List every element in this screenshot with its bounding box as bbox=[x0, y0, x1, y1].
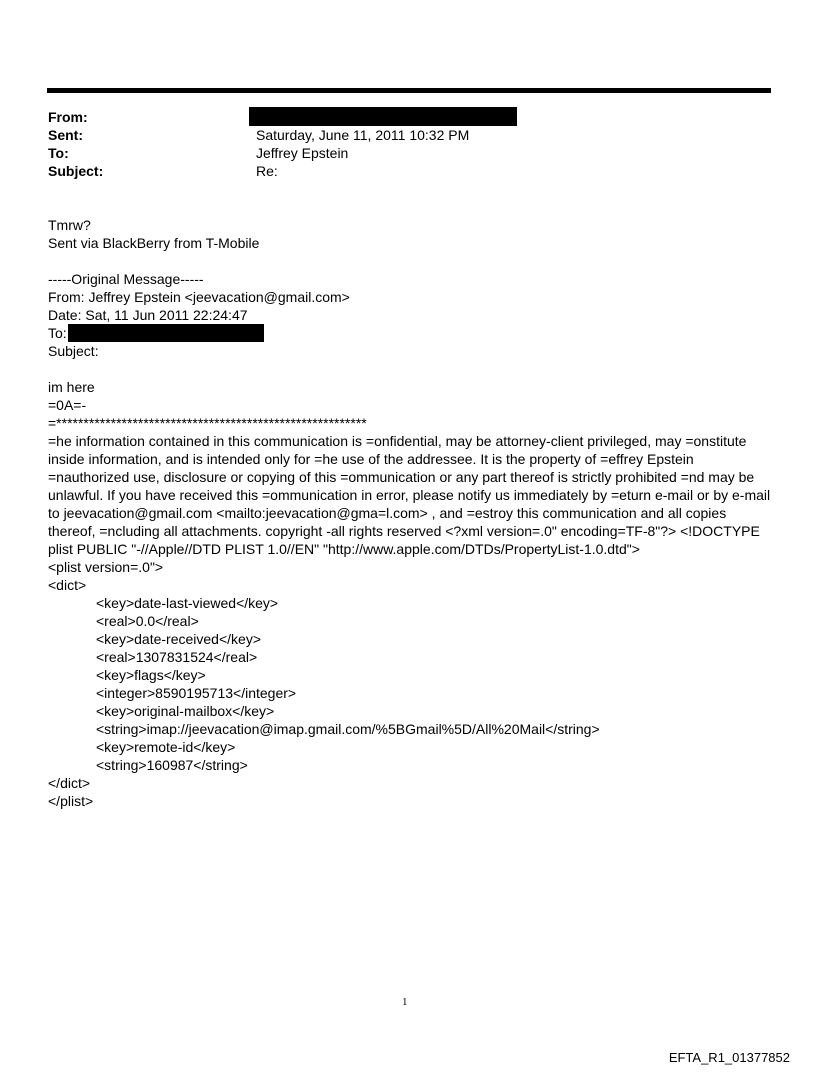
subject-label: Subject: bbox=[48, 163, 104, 179]
original-date: Date: Sat, 11 Jun 2011 22:24:47 bbox=[48, 307, 248, 323]
disclaimer-text: =he information contained in this communication is =onfidential, may be attorney-client privileged, may =onstitute inside information, and is intended only for =he use of the addressee. It is the property of =effrey Epstein =nauthorized use, disclosure or copying of this =ommunication or any part thereof is strictly prohibited =nd may be unlawful. If you have received this =ommunication in error, please notify us immediately by =eturn e-mail or by e-mail to jeevacation@gmail.com <mailto:jeevacation@gma=l.com> , and =estroy this communication and all copies thereof, =ncluding all attachments. copyright -all rights reserved <?xml version=.0" encoding=TF-8"?> <!DOCTYPE plist PUBLIC "-//Apple//DTD PLIST 1.0//EN" "http://www.apple.com/DTDs/PropertyList-1.0.dtd"> bbox=[48, 433, 771, 557]
plist-entry: <real>0.0</real> bbox=[96, 613, 199, 629]
plist-entry: <string>160987</string> bbox=[96, 757, 248, 773]
original-subject: Subject: bbox=[48, 343, 99, 359]
encoded-line-1: =0A=- bbox=[48, 397, 87, 413]
sent-value: Saturday, June 11, 2011 10:32 PM bbox=[256, 127, 470, 143]
header-rule bbox=[47, 88, 771, 93]
to-label: To: bbox=[48, 145, 69, 161]
dict-close: </dict> bbox=[48, 775, 91, 791]
email-body bbox=[48, 216, 776, 810]
reply-line: Tmrw? bbox=[48, 217, 91, 233]
plist-entry: <integer>8590195713</integer> bbox=[96, 685, 297, 701]
plist-close: </plist> bbox=[48, 793, 94, 809]
plist-entry: <key>remote-id</key> bbox=[96, 739, 236, 755]
plist-entry: <string>imap://jeevacation@imap.gmail.com/%5BGmail%5D/All%20Mail</string> bbox=[96, 721, 600, 737]
plist-entry: <key>date-received</key> bbox=[96, 631, 261, 647]
reply-signature: Sent via BlackBerry from T-Mobile bbox=[48, 235, 260, 251]
document-id: EFTA_R1_01377852 bbox=[668, 1050, 790, 1065]
plist-entry: <key>original-mailbox</key> bbox=[96, 703, 275, 719]
plist-entry: <key>flags</key> bbox=[96, 667, 206, 683]
to-value: Jeffrey Epstein bbox=[256, 145, 349, 161]
original-from: From: Jeffrey Epstein <jeevacation@gmail.com> bbox=[48, 289, 350, 305]
plist-entry: <key>date-last-viewed</key> bbox=[96, 595, 279, 611]
encoded-line-2: =********************************************************* bbox=[48, 415, 367, 431]
dict-open: <dict> bbox=[48, 577, 87, 593]
page-number: 1 bbox=[402, 996, 408, 1008]
sent-label: Sent: bbox=[48, 127, 83, 143]
redaction-block bbox=[68, 324, 264, 342]
original-message: im here bbox=[48, 379, 95, 395]
original-separator: -----Original Message----- bbox=[48, 271, 204, 287]
from-label: From: bbox=[48, 109, 88, 125]
original-to: To: bbox=[48, 325, 67, 341]
plist-entry: <real>1307831524</real> bbox=[96, 649, 258, 665]
subject-value: Re: bbox=[256, 163, 278, 179]
redaction-block bbox=[249, 107, 517, 126]
plist-open: <plist version=.0"> bbox=[48, 559, 164, 575]
